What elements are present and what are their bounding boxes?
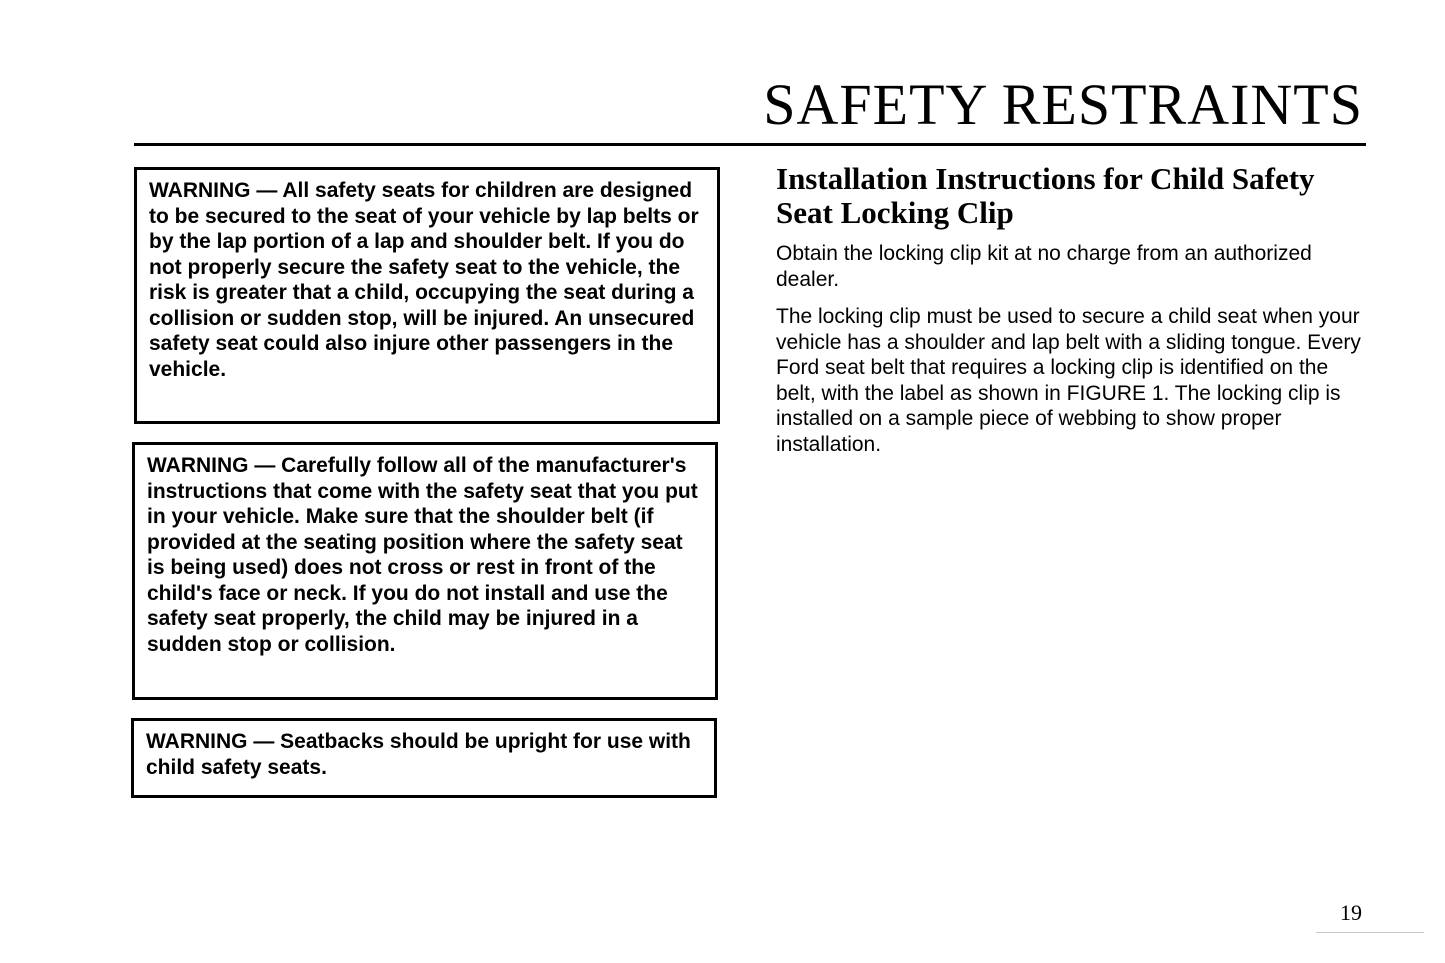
warning-box-safety-seat-securing: WARNING — All safety seats for children are designed to be secured to the seat of your vehicle by lap belts or by the lap portion of a lap and shoulder belt. If you do not properly secure the safety seat to the vehicle, the risk is greater that a child, occupying the seat during a collision or sudden stop, will be injured. An unsecured safety seat could also injure other passengers in the vehicle. [134, 167, 720, 424]
instructions-heading: Installation Instructions for Child Safety Seat Locking Clip [776, 161, 1315, 230]
header-rule [134, 143, 1366, 146]
instructions-paragraph-usage: The locking clip must be used to secure a child seat when your vehicle has a shoulder and lap belt with a sliding tongue. Every Ford seat belt that requires a locking clip is identified on the belt, with the label as shown in FIGURE 1. The locking clip is installed on a sample piece of webbing to show proper installation. [776, 305, 1361, 456]
section-title: SAFETY RESTRAINTS [763, 72, 1363, 137]
warning-box-seatbacks-upright: WARNING — Seatbacks should be upright for use with child safety seats. [131, 718, 717, 798]
page-number: 19 [1340, 900, 1362, 925]
instructions-paragraph-obtain-kit: Obtain the locking clip kit at no charge from an authorized dealer. [776, 242, 1312, 291]
locking-clip-instructions [776, 162, 1366, 469]
footer-rule [1316, 932, 1424, 933]
warning-box-manufacturer-instructions: WARNING — Carefully follow all of the manufacturer's instructions that come with the safety seat that you put in your vehicle. Make sure that the shoulder belt (if provided at the seating position where the safety seat is being used) does not cross or rest in front of the child's face or neck. If you do not install and use the safety seat properly, the child may be injured in a sudden stop or collision. [132, 442, 718, 700]
